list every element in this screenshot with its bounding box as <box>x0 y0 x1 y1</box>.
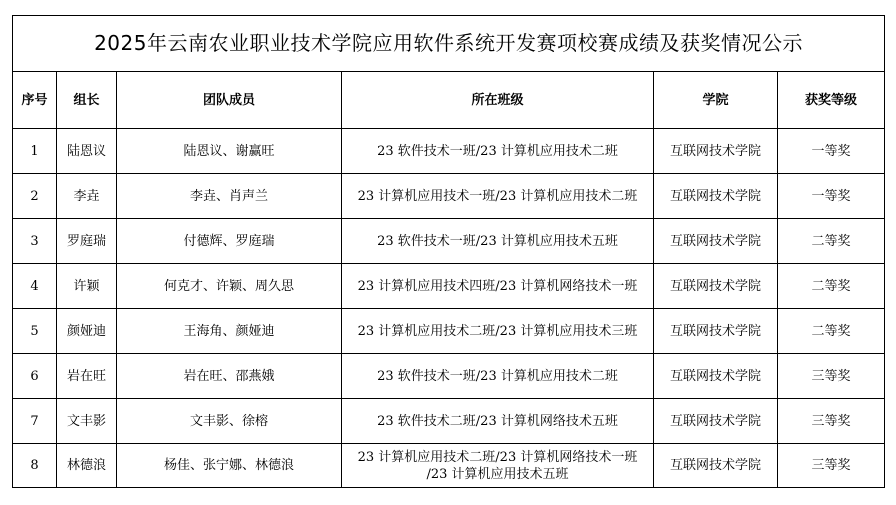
table-row <box>13 219 885 264</box>
title-row <box>13 16 885 72</box>
table-row <box>13 129 885 174</box>
class-line: 23 软件技术一班/23 计算机应用技术五班 <box>377 233 618 249</box>
cell-members: 岩在旺、邵燕娥 <box>117 354 342 399</box>
cell-leader: 罗庭瑞 <box>57 219 117 264</box>
cell-award: 三等奖 <box>778 444 885 488</box>
class-line: 23 计算机应用技术二班/23 计算机应用技术三班 <box>357 323 638 339</box>
cell-no: 1 <box>13 129 57 174</box>
header-row <box>13 72 885 129</box>
cell-award: 二等奖 <box>778 309 885 354</box>
cell-members: 杨佳、张宁娜、林德浪 <box>117 444 342 488</box>
table-row <box>13 399 885 444</box>
cell-classes <box>342 444 654 488</box>
cell-no: 6 <box>13 354 57 399</box>
cell-college: 互联网技术学院 <box>654 354 778 399</box>
cell-members: 陆恩议、谢赢旺 <box>117 129 342 174</box>
cell-college: 互联网技术学院 <box>654 444 778 488</box>
cell-members: 李垚、肖声兰 <box>117 174 342 219</box>
header-members: 团队成员 <box>117 72 342 129</box>
cell-leader: 岩在旺 <box>57 354 117 399</box>
cell-classes <box>342 129 654 174</box>
class-line: 23 软件技术一班/23 计算机应用技术二班 <box>377 368 618 384</box>
results-table <box>12 15 885 488</box>
cell-leader: 陆恩议 <box>57 129 117 174</box>
class-line: 23 软件技术一班/23 计算机应用技术二班 <box>377 143 618 159</box>
cell-college: 互联网技术学院 <box>654 309 778 354</box>
table-row <box>13 354 885 399</box>
table-row <box>13 309 885 354</box>
cell-members: 付德辉、罗庭瑞 <box>117 219 342 264</box>
header-classes: 所在班级 <box>342 72 654 129</box>
cell-leader: 林德浪 <box>57 444 117 488</box>
class-line: 23 计算机应用技术一班/23 计算机应用技术二班 <box>357 188 638 204</box>
header-award: 获奖等级 <box>778 72 885 129</box>
cell-college: 互联网技术学院 <box>654 129 778 174</box>
cell-leader: 颜娅迪 <box>57 309 117 354</box>
cell-classes <box>342 399 654 444</box>
cell-classes <box>342 174 654 219</box>
cell-college: 互联网技术学院 <box>654 174 778 219</box>
cell-no: 8 <box>13 444 57 488</box>
cell-no: 4 <box>13 264 57 309</box>
cell-college: 互联网技术学院 <box>654 399 778 444</box>
cell-no: 3 <box>13 219 57 264</box>
header-no: 序号 <box>13 72 57 129</box>
cell-no: 5 <box>13 309 57 354</box>
header-leader: 组长 <box>57 72 117 129</box>
cell-award: 三等奖 <box>778 354 885 399</box>
header-college: 学院 <box>654 72 778 129</box>
cell-classes <box>342 309 654 354</box>
cell-classes <box>342 219 654 264</box>
cell-members: 文丰影、徐榕 <box>117 399 342 444</box>
cell-leader: 文丰影 <box>57 399 117 444</box>
cell-leader: 许颖 <box>57 264 117 309</box>
cell-no: 7 <box>13 399 57 444</box>
cell-college: 互联网技术学院 <box>654 219 778 264</box>
cell-award: 三等奖 <box>778 399 885 444</box>
cell-award: 一等奖 <box>778 174 885 219</box>
cell-award: 一等奖 <box>778 129 885 174</box>
class-line: 23 软件技术二班/23 计算机网络技术五班 <box>377 413 618 429</box>
cell-members: 何克才、许颖、周久思 <box>117 264 342 309</box>
class-line: /23 计算机应用技术五班 <box>426 466 569 482</box>
cell-leader: 李垚 <box>57 174 117 219</box>
cell-award: 二等奖 <box>778 219 885 264</box>
class-line: 23 计算机应用技术二班/23 计算机网络技术一班 <box>357 449 638 465</box>
cell-college: 互联网技术学院 <box>654 264 778 309</box>
cell-award: 二等奖 <box>778 264 885 309</box>
cell-classes <box>342 354 654 399</box>
cell-no: 2 <box>13 174 57 219</box>
table-row <box>13 264 885 309</box>
cell-classes <box>342 264 654 309</box>
cell-members: 王海角、颜娅迪 <box>117 309 342 354</box>
table-row <box>13 444 885 488</box>
table-row <box>13 174 885 219</box>
table-title: 2025年云南农业职业技术学院应用软件系统开发赛项校赛成绩及获奖情况公示 <box>13 16 885 72</box>
class-line: 23 计算机应用技术四班/23 计算机网络技术一班 <box>357 278 638 294</box>
